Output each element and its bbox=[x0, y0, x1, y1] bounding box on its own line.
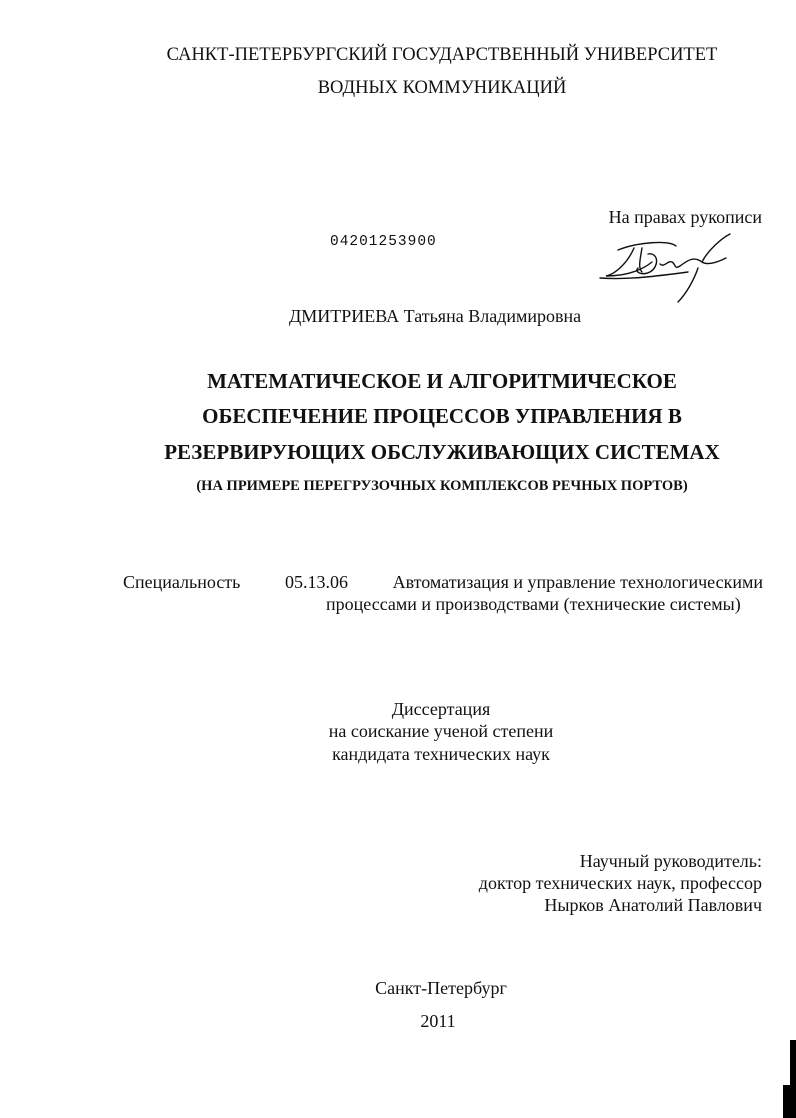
specialty-name-part2: процессами и производствами (технические системы) bbox=[326, 594, 741, 614]
footer-year: 2011 bbox=[420, 1011, 456, 1031]
specialty-name-part1: Автоматизация и управление технологическими bbox=[392, 572, 763, 592]
author-name: ДМИТРИЕВА Татьяна Владимировна bbox=[289, 306, 582, 326]
title-line2: ОБЕСПЕЧЕНИЕ ПРОЦЕССОВ УПРАВЛЕНИЯ В bbox=[202, 404, 682, 428]
dissertation-label: Диссертация bbox=[391, 699, 491, 719]
supervisor-label: Научный руководитель: bbox=[579, 851, 762, 871]
scan-edge-artifact bbox=[790, 1040, 796, 1085]
university-name-line1: САНКТ-ПЕТЕРБУРГСКИЙ ГОСУДАРСТВЕННЫЙ УНИВЕРСИТЕТ bbox=[166, 45, 718, 65]
scan-corner-artifact bbox=[783, 1085, 796, 1118]
supervisor-name: Нырков Анатолий Павлович bbox=[544, 895, 762, 915]
manuscript-note: На правах рукописи bbox=[608, 207, 762, 227]
specialty-code: 05.13.06 bbox=[284, 572, 348, 592]
degree-purpose: на соискание ученой степени bbox=[328, 721, 554, 741]
title-line3: РЕЗЕРВИРУЮЩИХ ОБСЛУЖИВАЮЩИХ СИСТЕМАХ bbox=[164, 440, 720, 464]
signature-image bbox=[598, 232, 748, 308]
university-name-line2: ВОДНЫХ КОММУНИКАЦИЙ bbox=[317, 78, 567, 98]
footer-city: Санкт-Петербург bbox=[375, 978, 507, 998]
title-subtitle: (НА ПРИМЕРЕ ПЕРЕГРУЗОЧНЫХ КОМПЛЕКСОВ РЕЧНЫХ ПОРТОВ) bbox=[196, 478, 688, 494]
catalog-number: 04201253900 bbox=[330, 234, 437, 250]
title-line1: МАТЕМАТИЧЕСКОЕ И АЛГОРИТМИЧЕСКОЕ bbox=[207, 369, 677, 393]
supervisor-degree: доктор технических наук, профессор bbox=[478, 873, 762, 893]
degree-name: кандидата технических наук bbox=[332, 744, 550, 764]
specialty-label: Специальность bbox=[123, 572, 241, 592]
